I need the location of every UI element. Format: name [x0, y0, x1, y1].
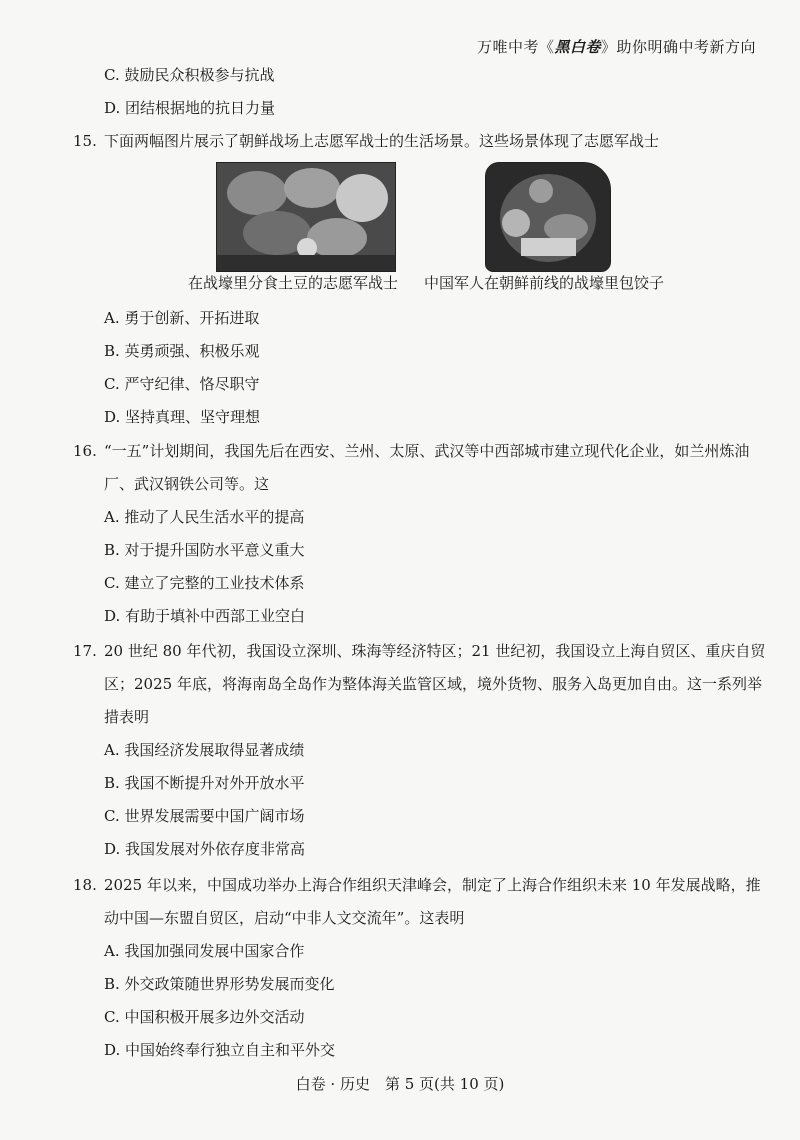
- q16-option-c: C. 建立了完整的工业技术体系: [104, 574, 305, 592]
- q14-option-d: D. 团结根据地的抗日力量: [104, 99, 276, 117]
- q15-number: 15.: [73, 132, 97, 150]
- q16-option-b: B. 对于提升国防水平意义重大: [104, 541, 305, 559]
- q18-stem-line1: [73, 874, 761, 896]
- page-header: [477, 36, 756, 57]
- q17-option-c: C. 世界发展需要中国广阔市场: [104, 807, 305, 825]
- q17-stem-line3: 措表明: [104, 708, 150, 726]
- q17-option-a: A. 我国经济发展取得显著成绩: [104, 741, 305, 759]
- q15-stem-text: 下面两幅图片展示了朝鲜战场上志愿军战士的生活场景。这些场景体现了志愿军战士: [104, 132, 660, 150]
- q14-option-c: C. 鼓励民众积极参与抗战: [104, 66, 275, 84]
- q17-number: 17.: [73, 642, 97, 660]
- q15-option-b: B. 英勇顽强、积极乐观: [104, 342, 260, 360]
- q16-number: 16.: [73, 442, 97, 460]
- photo1-caption: 在战壕里分食土豆的志愿军战士: [188, 274, 399, 292]
- q18-option-b: B. 外交政策随世界形势发展而变化: [104, 975, 335, 993]
- page-footer: 白卷 · 历史 第 5 页(共 10 页): [295, 1075, 505, 1093]
- q16-stem-text1: “一五”计划期间，我国先后在西安、兰州、太原、武汉等中西部城市建立现代化企业，如兰州炼油: [104, 442, 750, 460]
- photo-soldiers-sharing-potatoes: [216, 162, 396, 272]
- q18-option-a: A. 我国加强同发展中国家合作: [104, 942, 305, 960]
- q15-option-a: A. 勇于创新、开拓进取: [104, 309, 260, 327]
- q15-option-d: D. 坚持真理、坚守理想: [104, 408, 261, 426]
- header-prefix: 万唯中考《: [476, 38, 555, 56]
- q17-stem-text1: 20 世纪 80 年代初，我国设立深圳、珠海等经济特区；21 世纪初，我国设立上海自贸区、重庆自贸: [104, 642, 766, 660]
- q17-stem-line1: [73, 640, 765, 662]
- q16-option-d: D. 有助于填补中西部工业空白: [104, 607, 306, 625]
- q16-stem-line2: 厂、武汉钢铁公司等。这: [104, 475, 270, 493]
- header-suffix: 》助你明确中考新方向: [600, 38, 756, 56]
- photo-soldiers-making-dumplings: [485, 162, 611, 272]
- q18-number: 18.: [73, 876, 97, 894]
- q16-stem-line1: [73, 440, 749, 462]
- q17-option-b: B. 我国不断提升对外开放水平: [104, 774, 305, 792]
- q18-option-d: D. 中国始终奉行独立自主和平外交: [104, 1041, 336, 1059]
- q15-stem: [73, 130, 659, 152]
- q17-option-d: D. 我国发展对外依存度非常高: [104, 840, 306, 858]
- photo2-caption: 中国军人在朝鲜前线的战壕里包饺子: [424, 274, 665, 292]
- q18-stem-text1: 2025 年以来，中国成功举办上海合作组织天津峰会，制定了上海合作组织未来 10 年发展战略，推: [104, 876, 761, 894]
- q18-stem-line2: 动中国—东盟自贸区，启动“中非人文交流年”。这表明: [104, 909, 465, 927]
- header-brand: 黑白卷: [554, 38, 601, 56]
- q16-option-a: A. 推动了人民生活水平的提高: [104, 508, 305, 526]
- q15-option-c: C. 严守纪律、恪尽职守: [104, 375, 260, 393]
- q18-option-c: C. 中国积极开展多边外交活动: [104, 1008, 305, 1026]
- q17-stem-line2: 区；2025 年底，将海南岛全岛作为整体海关监管区域，境外货物、服务入岛更加自由。这一系列举: [104, 675, 762, 693]
